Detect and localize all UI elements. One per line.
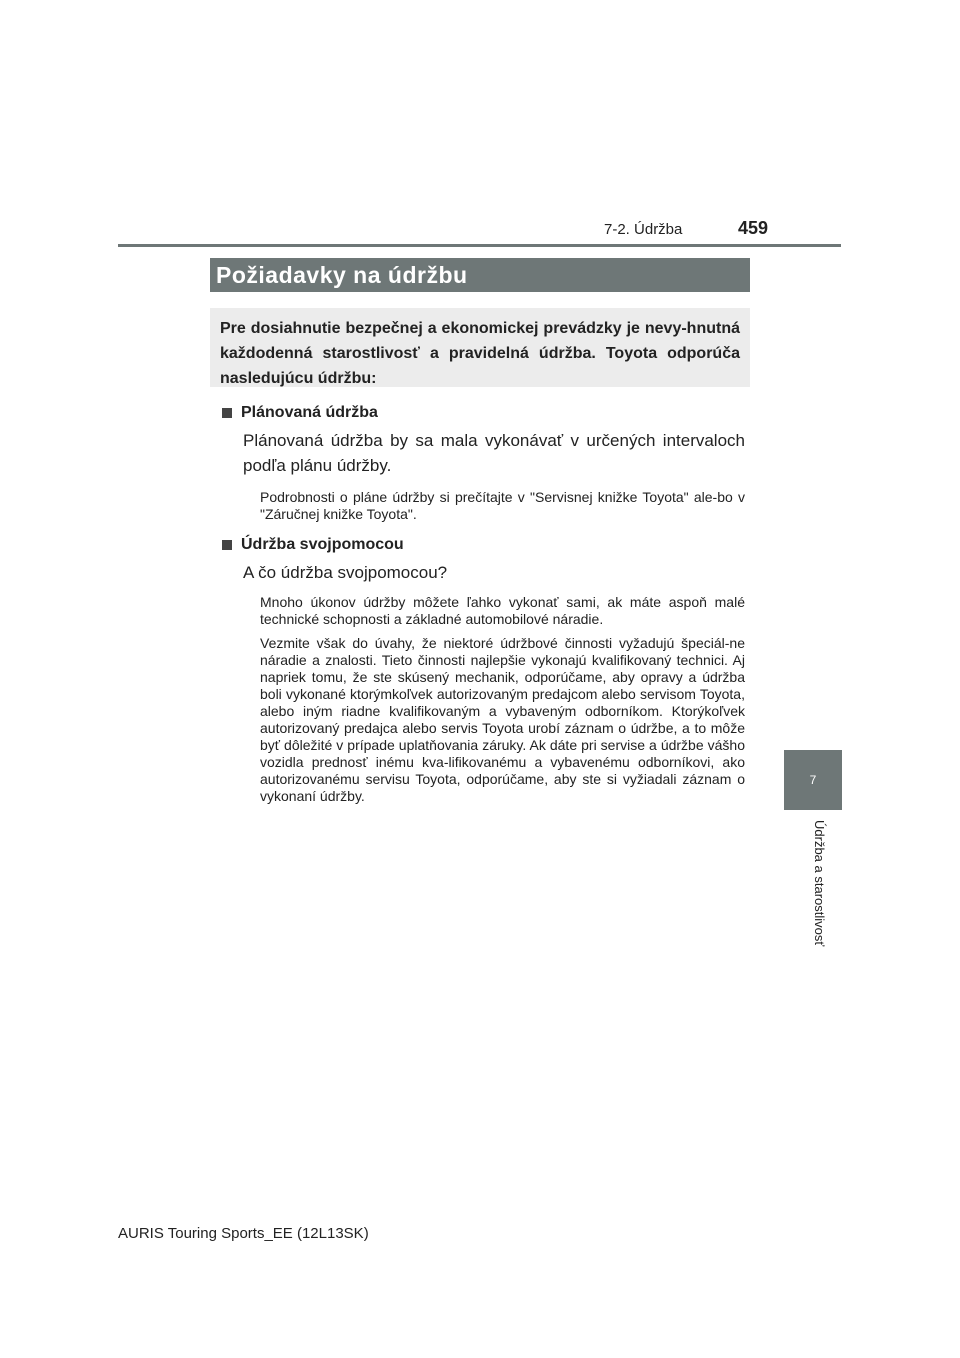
content <box>222 400 745 805</box>
page-number: 459 <box>738 218 769 238</box>
section-note: Mnoho úkonov údržby môžete ľahko vykonať sami, ak máte aspoň malé technické schopnosti a základné automobilové náradie. <box>260 594 745 627</box>
section-note: Podrobnosti o pláne údržby si prečítajte v "Servisnej knižke Toyota" ale-bo v "Záručnej knižke Toyota". <box>260 489 745 522</box>
section-diy-maintenance <box>222 532 745 805</box>
intro-box: Pre dosiahnutie bezpečnej a ekonomickej prevádzky je nevy-hnutná každodenná starostlivosť a pravidelná údržba. Toyota odporúča nasledujúcu údržbu: <box>210 308 750 387</box>
square-bullet-icon <box>222 540 232 550</box>
section-lead: A čo údržba svojpomocou? <box>243 563 448 582</box>
section-scheduled-maintenance <box>222 400 745 523</box>
chapter-number: 7 <box>809 773 817 787</box>
page-title: Požiadavky na údržbu <box>210 258 750 292</box>
square-bullet-icon <box>222 408 232 418</box>
section-heading-text: Plánovaná údržba <box>241 404 378 421</box>
section-lead: Plánovaná údržba by sa mala vykonávať v určených intervaloch podľa plánu údržby. <box>243 431 745 475</box>
section-heading-text: Údržba svojpomocou <box>241 536 404 553</box>
section-heading <box>222 400 745 426</box>
header-rule <box>118 244 841 247</box>
chapter-tab <box>784 750 842 810</box>
chapter-title-vertical: Údržba a starostlivosť <box>812 820 827 947</box>
section-heading <box>222 532 745 558</box>
footer-model-label: AURIS Touring Sports_EE (12L13SK) <box>118 1225 369 1242</box>
section-note: Vezmite však do úvahy, že niektoré údržbové činnosti vyžadujú špeciál-ne náradie a znalosti. Tieto činnosti najlepšie vykonajú kvalifikovaný technici. Aj napriek tomu, že ste skúsený mechanik, odporúčame, aby opravy a údržba boli vykonané ktorýmkoľvek autorizovaným predajcom alebo servisom Toyota, alebo iným riadne kvalifikovaným a vybaveným odborníkom. Ktorýkoľvek autorizovaný predajca alebo servis Toyota urobí záznam o údržbe, a to môže byť dôležité v prípade uplatňovania záruky. Ak dáte pri servise a údržbe vášho vozidla prednosť inému kva-lifikovanému a vybavenému odborníkovi, ako autorizovanému servisu Toyota, odporúčame, aby ste si vyžiadali záznam o vykonaní údržby. <box>260 635 745 804</box>
header-section-label: 7-2. Údržba <box>604 221 683 238</box>
